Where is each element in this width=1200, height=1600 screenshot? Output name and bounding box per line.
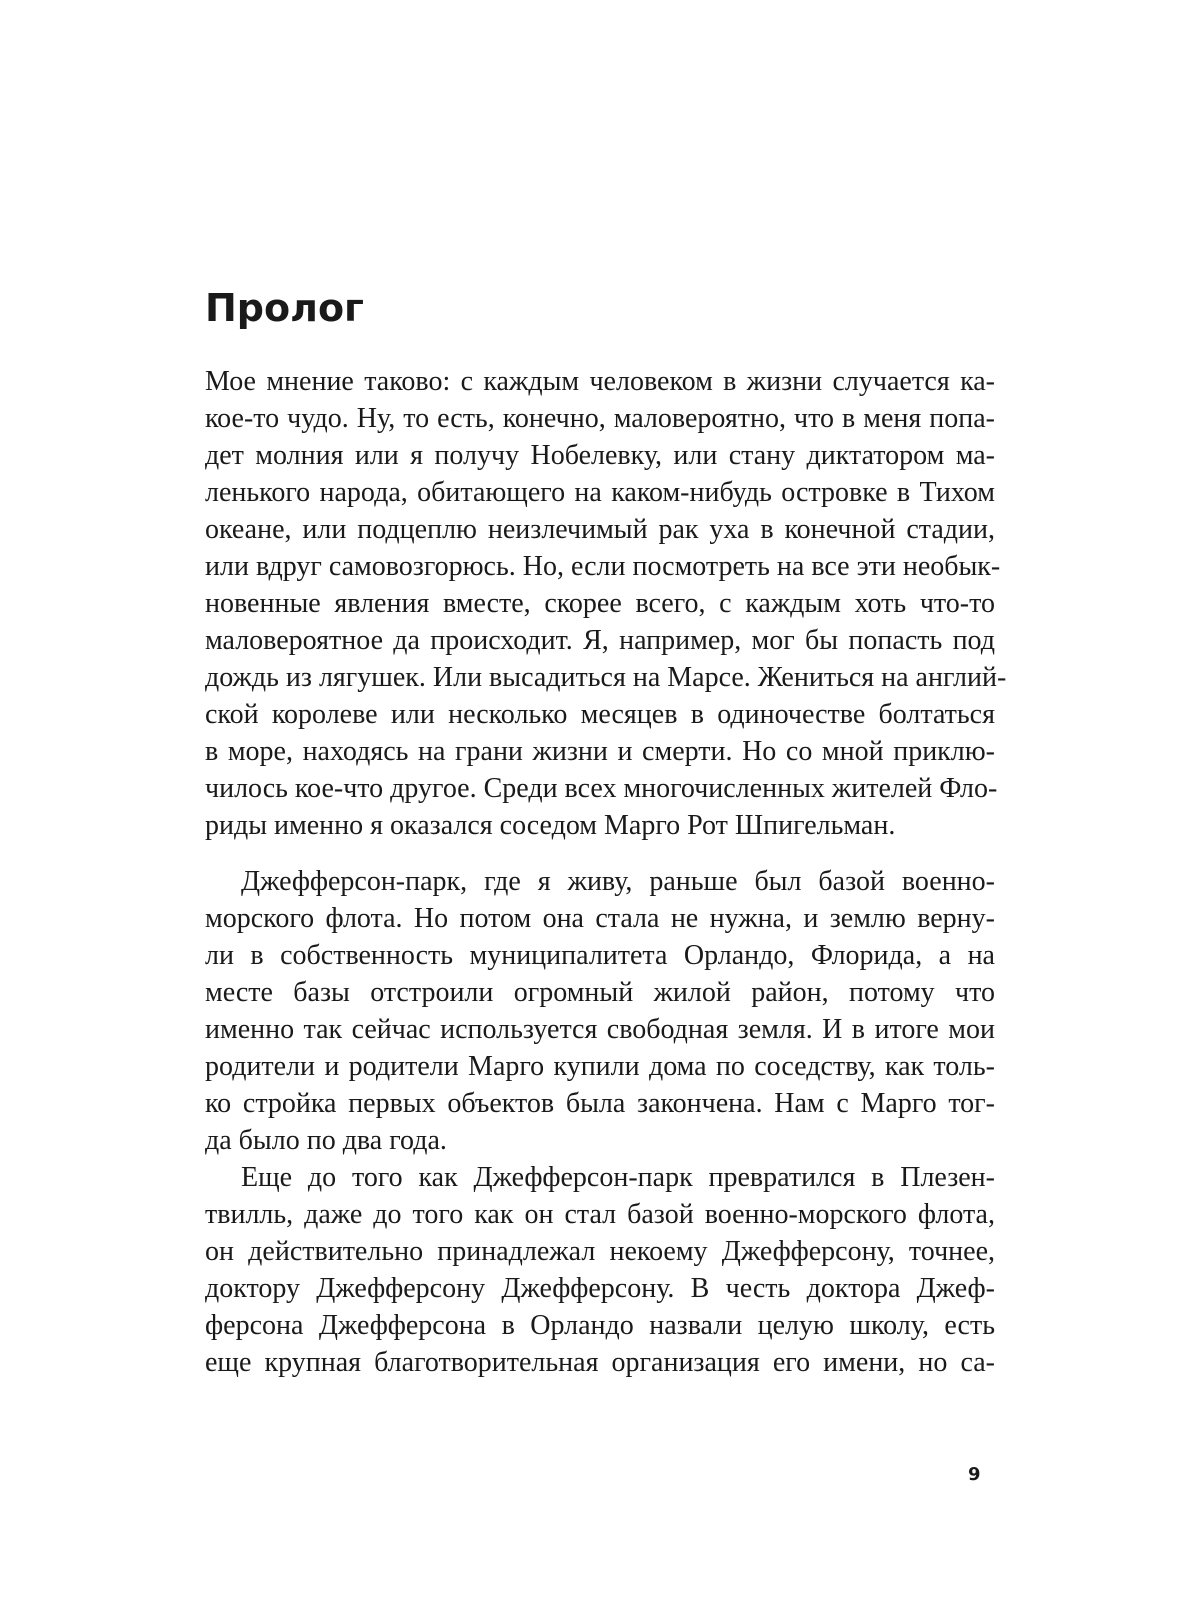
text-line: чилось кое-что другое. Среди всех многочисленных жителей Фло- bbox=[205, 773, 998, 804]
text-line: да было по два года. bbox=[205, 1125, 447, 1156]
text-line: месте базы отстроили огромный жилой район, потому что bbox=[205, 977, 995, 1008]
text-line: дождь из лягушек. Или высадиться на Марсе. Жениться на англий- bbox=[205, 662, 1007, 693]
text-line: твилль, даже до того как он стал базой военно-морского флота, bbox=[205, 1199, 995, 1230]
text-line: еще крупная благотворительная организация его имени, но са- bbox=[205, 1347, 995, 1378]
text-line: ской королеве или несколько месяцев в одиночестве болтаться bbox=[205, 699, 995, 730]
text-line: Еще до того как Джефферсон-парк превратился в Плезен- bbox=[241, 1162, 995, 1193]
text-line: новенные явления вместе, скорее всего, с каждым хоть что-то bbox=[205, 588, 995, 619]
text-line: ли в собственность муниципалитета Орландо, Флорида, а на bbox=[205, 940, 995, 971]
text-line: кое-то чудо. Ну, то есть, конечно, маловероятно, что в меня попа- bbox=[205, 403, 995, 434]
text-line: морского флота. Но потом она стала не нужна, и землю верну- bbox=[205, 903, 995, 934]
text-line: или вдруг самовозгорюсь. Но, если посмотреть на все эти необык- bbox=[205, 551, 1001, 582]
text-line: ленького народа, обитающего на каком-нибудь островке в Тихом bbox=[205, 477, 995, 508]
paragraph-1 bbox=[205, 363, 1007, 844]
paragraph-3 bbox=[205, 1159, 995, 1381]
text-line: именно так сейчас используется свободная земля. И в итоге мои bbox=[205, 1014, 995, 1045]
page-number: 9 bbox=[968, 1464, 981, 1485]
text-line: маловероятное да происходит. Я, например, мог бы попасть под bbox=[205, 625, 995, 656]
text-line: Мое мнение таково: с каждым человеком в жизни случается ка- bbox=[205, 366, 995, 397]
chapter-title: Пролог bbox=[205, 286, 364, 330]
text-line: доктору Джефферсону Джефферсону. В честь доктора Джеф- bbox=[205, 1273, 995, 1304]
text-line: океане, или подцеплю неизлечимый рак уха в конечной стадии, bbox=[205, 514, 995, 545]
text-line: он действительно принадлежал некоему Джефферсону, точнее, bbox=[205, 1236, 995, 1267]
text-line: родители и родители Марго купили дома по соседству, как толь- bbox=[205, 1051, 995, 1082]
paragraph-2 bbox=[205, 863, 995, 1159]
text-line: ферсона Джефферсона в Орландо назвали целую школу, есть bbox=[205, 1310, 995, 1341]
text-line: дет молния или я получу Нобелевку, или стану диктатором ма- bbox=[205, 440, 995, 471]
text-line: в море, находясь на грани жизни и смерти. Но со мной приклю- bbox=[205, 736, 995, 767]
text-line: Джефферсон-парк, где я живу, раньше был базой военно- bbox=[241, 866, 995, 897]
text-line: ко стройка первых объектов была закончена. Нам с Марго тог- bbox=[205, 1088, 995, 1119]
text-line: риды именно я оказался соседом Марго Рот Шпигельман. bbox=[205, 810, 896, 841]
